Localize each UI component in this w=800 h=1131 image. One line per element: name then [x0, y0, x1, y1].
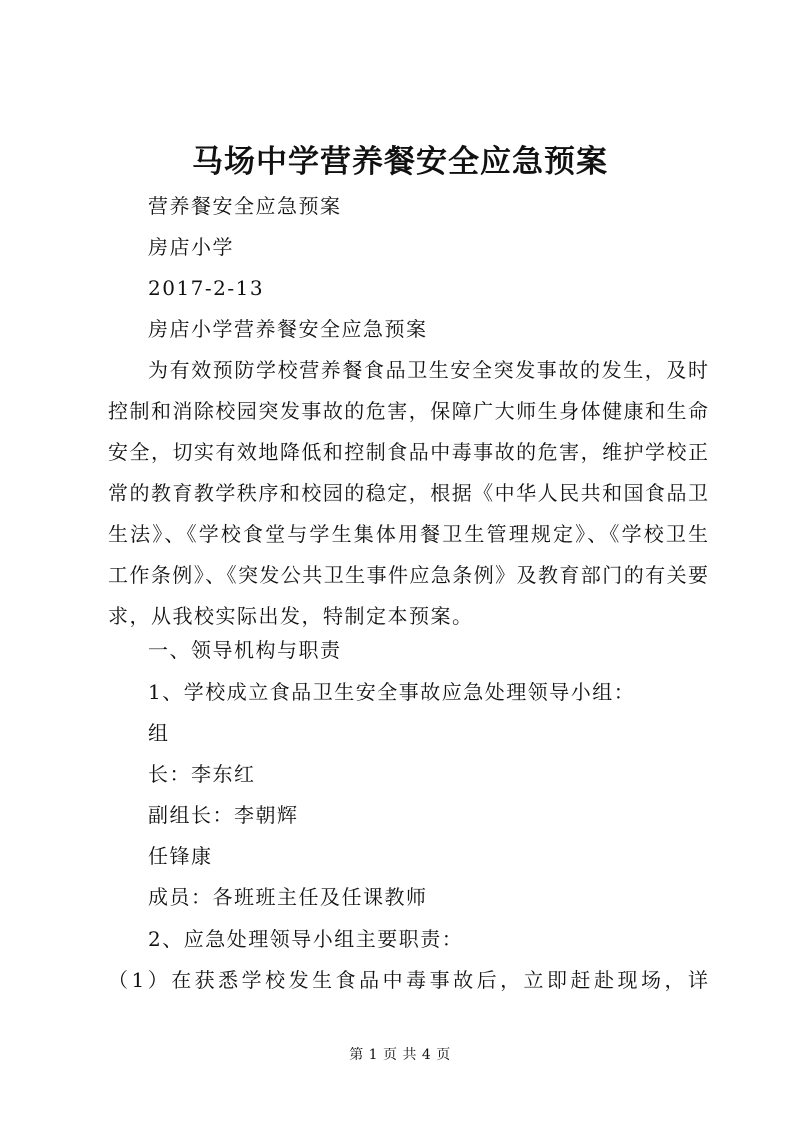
paragraph-line: 控制和消除校园突发事故的危害，保障广大师生身体健康和生命 [108, 399, 708, 423]
body-line: 1、学校成立食品卫生安全事故应急处理领导小组： [148, 680, 636, 704]
paragraph-line: 安全，切实有效地降低和控制食品中毒事故的危害，维护学校正 [108, 440, 708, 464]
paragraph-line: 为有效预防学校营养餐食品卫生安全突发事故的发生，及时 [148, 358, 708, 382]
subtitle-line: 营养餐安全应急预案 [148, 194, 342, 218]
paragraph-line: 求，从我校实际出发，特制定本预案。 [108, 604, 474, 628]
intro-paragraph [108, 356, 708, 643]
body-line: 长：李东红 [148, 762, 256, 786]
body-line: 成员：各班班主任及任课教师 [148, 885, 428, 909]
body-line: 任锋康 [148, 844, 213, 868]
document-title: 马场中学营养餐安全应急预案 [192, 144, 608, 180]
paragraph-line: 工作条例》、《突发公共卫生事件应急条例》及教育部门的有关要 [108, 563, 708, 587]
body-line: 副组长：李朝辉 [148, 803, 299, 827]
last-paragraph [108, 966, 708, 1007]
date-line: 2017-2-13 [148, 276, 265, 300]
paragraph-line: 常的教育教学秩序和校园的稳定，根据《中华人民共和国食品卫 [108, 481, 708, 505]
paragraph-line: （1）在获悉学校发生食品中毒事故后，立即赶赴现场，详 [108, 968, 708, 992]
body-line: 组 [148, 721, 170, 745]
body-line: 2、应急处理领导小组主要职责： [148, 927, 464, 951]
school-name-line: 房店小学 [148, 235, 234, 259]
paragraph-line: 生法》、《学校食堂与学生集体用餐卫生管理规定》、《学校卫生 [108, 522, 708, 546]
page-number-footer: 第 1 页 共 4 页 [349, 1047, 451, 1063]
section-heading: 一、领导机构与职责 [148, 638, 342, 662]
plan-name-line: 房店小学营养餐安全应急预案 [148, 317, 428, 341]
